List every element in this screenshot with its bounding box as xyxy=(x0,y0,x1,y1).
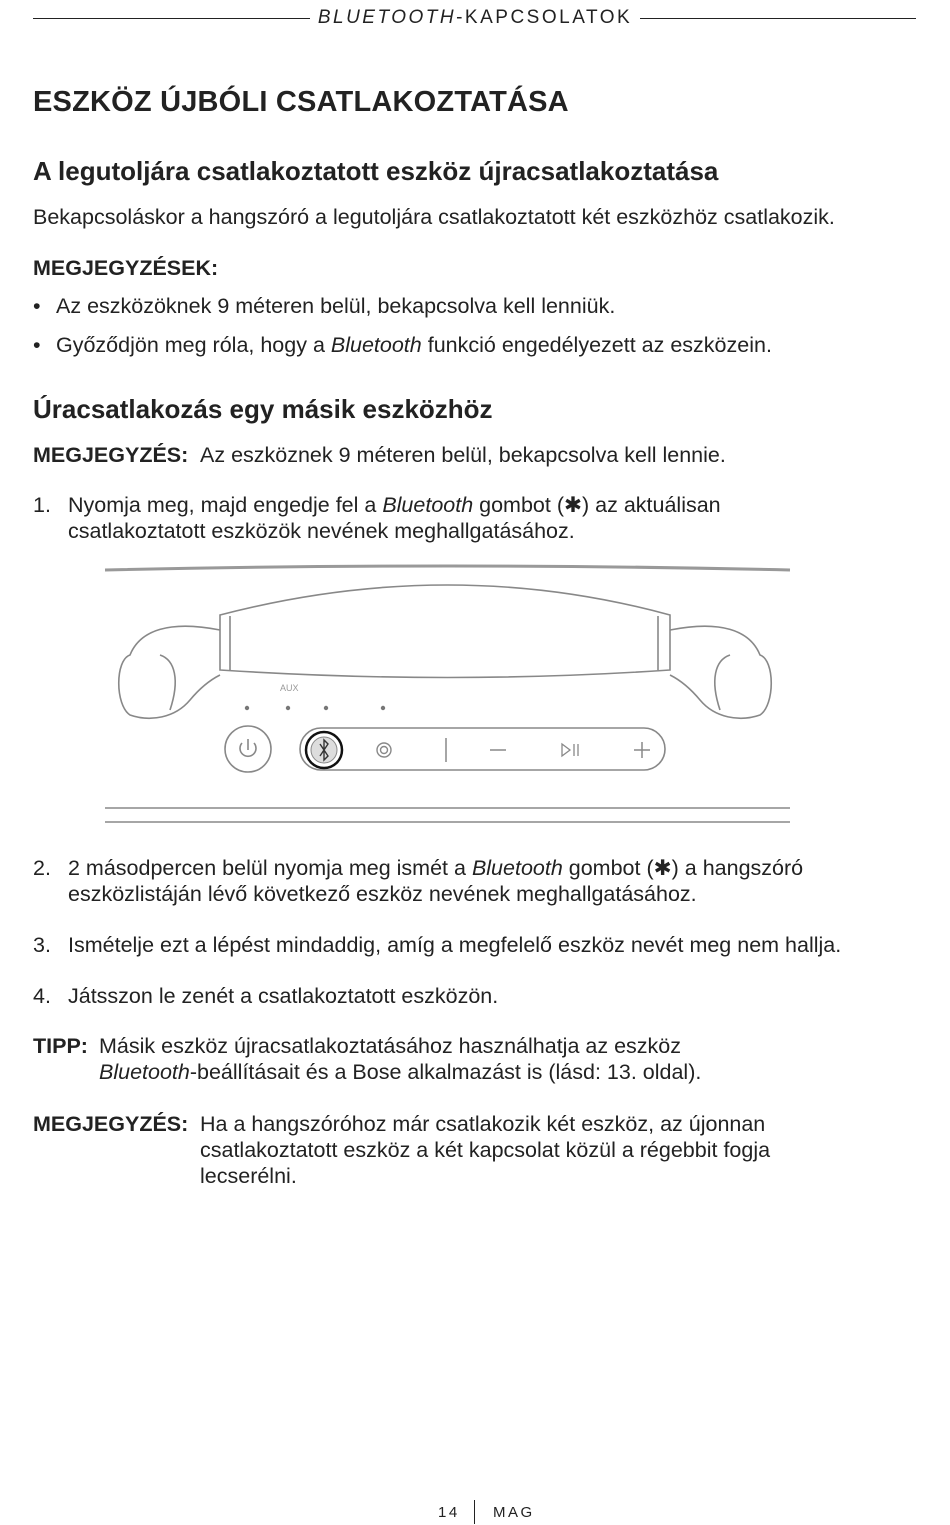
step-number: 3. xyxy=(33,933,51,957)
page-title: ESZKÖZ ÚJBÓLI CSATLAKOZTATÁSA xyxy=(33,86,569,118)
indicator-dot xyxy=(381,706,385,710)
final-note-label: MEGJEGYZÉS: xyxy=(33,1112,189,1136)
volume-up-icon xyxy=(634,742,650,758)
step-text: Nyomja meg, majd engedje fel a Bluetooth gombot (✱) az aktuálisan csatlakoztatott eszközök nevének meghallgatásához. xyxy=(68,493,721,543)
page-number: 14 xyxy=(438,1504,460,1521)
section2-heading: Úracsatlakozás egy másik eszközhöz xyxy=(33,394,493,424)
control-bar xyxy=(300,728,665,770)
bullet-text: Győződjön meg róla, hogy a Bluetooth funkció engedélyezett az eszközein. xyxy=(56,333,772,357)
note-text: Az eszköznek 9 méteren belül, bekapcsolva kell lennie. xyxy=(200,443,726,467)
step-text: Ismételje ezt a lépést mindaddig, amíg a megfelelő eszköz nevét meg nem hallja. xyxy=(68,933,842,957)
step-text: 2 másodpercen belül nyomja meg ismét a Bluetooth gombot (✱) a hangszóró eszközlistáján lévő következő eszköz nevének meghallgatásához. xyxy=(68,856,804,906)
right-strap xyxy=(670,626,771,718)
left-strap-inner xyxy=(160,655,175,710)
multifunction-icon xyxy=(377,743,391,757)
tip-label: TIPP: xyxy=(33,1034,88,1058)
step-number: 2. xyxy=(33,856,51,880)
section-header-rest: -KAPCSOLATOK xyxy=(456,7,633,28)
play-pause-icon xyxy=(562,744,578,756)
bullet-text: Az eszközöknek 9 méteren belül, bekapcsolva kell lenniük. xyxy=(56,294,616,318)
right-strap-inner xyxy=(715,655,730,710)
step-number: 4. xyxy=(33,984,51,1008)
bullet-dot: • xyxy=(33,294,41,318)
bullet-dot: • xyxy=(33,333,41,357)
aux-label: AUX xyxy=(280,683,299,693)
handle-body xyxy=(220,585,670,678)
section1-heading: A legutoljára csatlakoztatott eszköz újracsatlakoztatása xyxy=(33,156,719,186)
speaker-top-edge xyxy=(105,566,790,570)
left-strap xyxy=(119,626,220,718)
speaker-illustration xyxy=(100,560,800,830)
section-header xyxy=(0,7,950,29)
notes-label: MEGJEGYZÉSEK: xyxy=(33,256,219,280)
indicator-dot xyxy=(245,706,249,710)
step-text: Játsszon le zenét a csatlakoztatott eszközön. xyxy=(68,984,499,1008)
step-number: 1. xyxy=(33,493,51,517)
section1-body: Bekapcsoláskor a hangszóró a legutoljára csatlakoztatott két eszközhöz csatlakozik. xyxy=(33,205,835,229)
footer-divider xyxy=(474,1500,475,1524)
indicator-dot xyxy=(286,706,290,710)
section-header-italic: BLUETOOTH xyxy=(317,7,457,28)
note-label: MEGJEGYZÉS: xyxy=(33,443,189,467)
indicator-dot xyxy=(324,706,328,710)
tip-text: Másik eszköz újracsatlakoztatásához használhatja az eszköz Bluetooth-beállításait és a Bose alkalmazást is (lásd: 13. oldal). xyxy=(99,1034,702,1084)
power-icon xyxy=(240,739,256,756)
final-note-text: Ha a hangszóróhoz már csatlakozik két eszköz, az újonnan csatlakoztatott eszköz a két kapcsolat közül a régebbit fogja lecserélni. xyxy=(200,1112,771,1188)
footer-language: MAG xyxy=(493,1504,535,1521)
